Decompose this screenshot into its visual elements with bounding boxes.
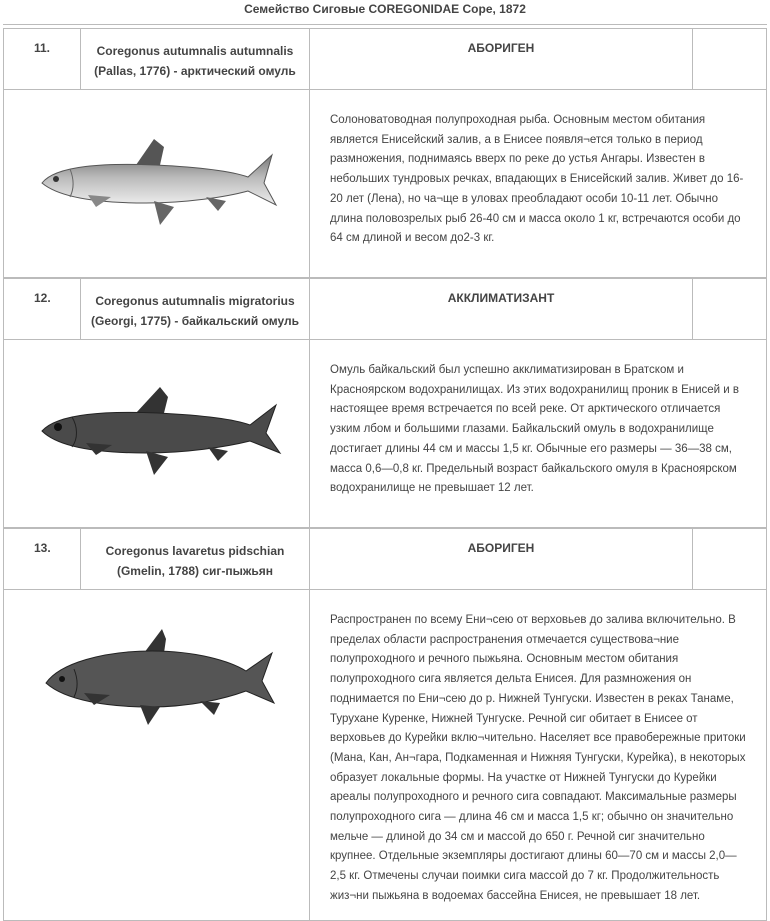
baikal-omul-fish-illustration — [36, 383, 286, 478]
species-image-cell — [3, 339, 309, 527]
species-description: Распространен по всему Ени¬сею от верховьев до залива включительно. В пределах области распространения отмечается существова¬ние полупроходного и речного пыжьяна. Основным местом обитания полупроходного сига является дельта Енисея. Для размножения он поднимается по Ени¬сею до р. Нижней Тунгуски. Известен в реках Танаме, Турухане Куренке, Нижней Тунгуске. Речной сиг обитает в Енисее от верховьев до Курейки вклю¬чительно. Населяет все правобережные притоки (Мана, Кан, Ан¬гара, Подкаменная и Нижняя Тунгуски, Курейка), в некоторых образует локальные формы. На участке от Нижней Тунгуски до Курейки ареалы полупроходного и речного сига совпадают. Максимальные размеры полупроходного сига — длина 46 см и масса 1,5 кг; обычно он значительно мельче — длиной до 34 см и массой до 650 г. Речной сиг значительно крупнее. Отдельные экземпляры достигают длины 60—70 см и массы 2,0—2,5 кг. Отмечены случаи поимки сига массой до 7 кг. Продолжительность жиз¬ни пыжьяна в водоемах бассейна Енисея, не превышает 18 лет. — [309, 589, 767, 920]
species-number: 13. — [3, 529, 80, 589]
arctic-omul-fish-illustration — [36, 135, 281, 230]
species-status: АБОРИГЕН — [309, 529, 692, 589]
species-name: Coregonus lavaretus pidschian (Gmelin, 1788) сиг-пыжьян — [80, 529, 309, 589]
species-name: Coregonus autumnalis autumnalis (Pallas, 1776) - арктический омуль — [80, 29, 309, 89]
empty-cell — [692, 29, 767, 89]
species-header-row — [3, 528, 767, 590]
species-description: Омуль байкальский был успешно акклиматизирован в Братском и Красноярском водохранилищах. Из этих водохранилищ проник в Енисей и в настоящее время встречается по всей реке. От арктического отличается узким лбом и большими глазами. Байкальский омуль в водохранилище достигает длины 44 см и массы 1,5 кг. Обычные его размеры — 36—38 см, масса 0,6—0,8 кг. Предельный возраст байкальского омуля в Красноярском водохранилище не превышает 12 лет. — [309, 339, 767, 527]
empty-cell — [692, 529, 767, 589]
species-description: Солоноватоводная полупроходная рыба. Основным местом обитания является Енисейский залив, а в Енисее появля¬ется только в период размножения, поднимаясь вверх по реке до устья Ангары. Известен в небольших тундровых речках, впадающих в Енисейский залив. Живет до 16-20 лет (Лена), но ча¬ще в уловах преобладают особи 10-11 лет. Обычно длина половозрелых рыб 26-40 см и масса около 1 кг, встречаются особи до 64 см длиной и весом до2-3 кг. — [309, 89, 767, 277]
family-header — [3, 0, 767, 25]
species-header-row — [3, 278, 767, 340]
species-image-cell — [3, 89, 309, 277]
family-header-text: Семейство Сиговые COREGONIDAE Cope, 1872 — [244, 2, 526, 16]
species-number: 12. — [3, 279, 80, 339]
species-body-row — [3, 589, 767, 921]
species-image-cell — [3, 589, 309, 920]
species-body-row — [3, 89, 767, 278]
species-header-row — [3, 28, 767, 90]
species-body-row — [3, 339, 767, 528]
sig-pyzhyan-fish-illustration — [40, 627, 280, 727]
species-status: АККЛИМАТИЗАНТ — [309, 279, 692, 339]
species-status: АБОРИГЕН — [309, 29, 692, 89]
species-number: 11. — [3, 29, 80, 89]
species-name: Coregonus autumnalis migratorius (Georgi, 1775) - байкальский омуль — [80, 279, 309, 339]
empty-cell — [692, 279, 767, 339]
